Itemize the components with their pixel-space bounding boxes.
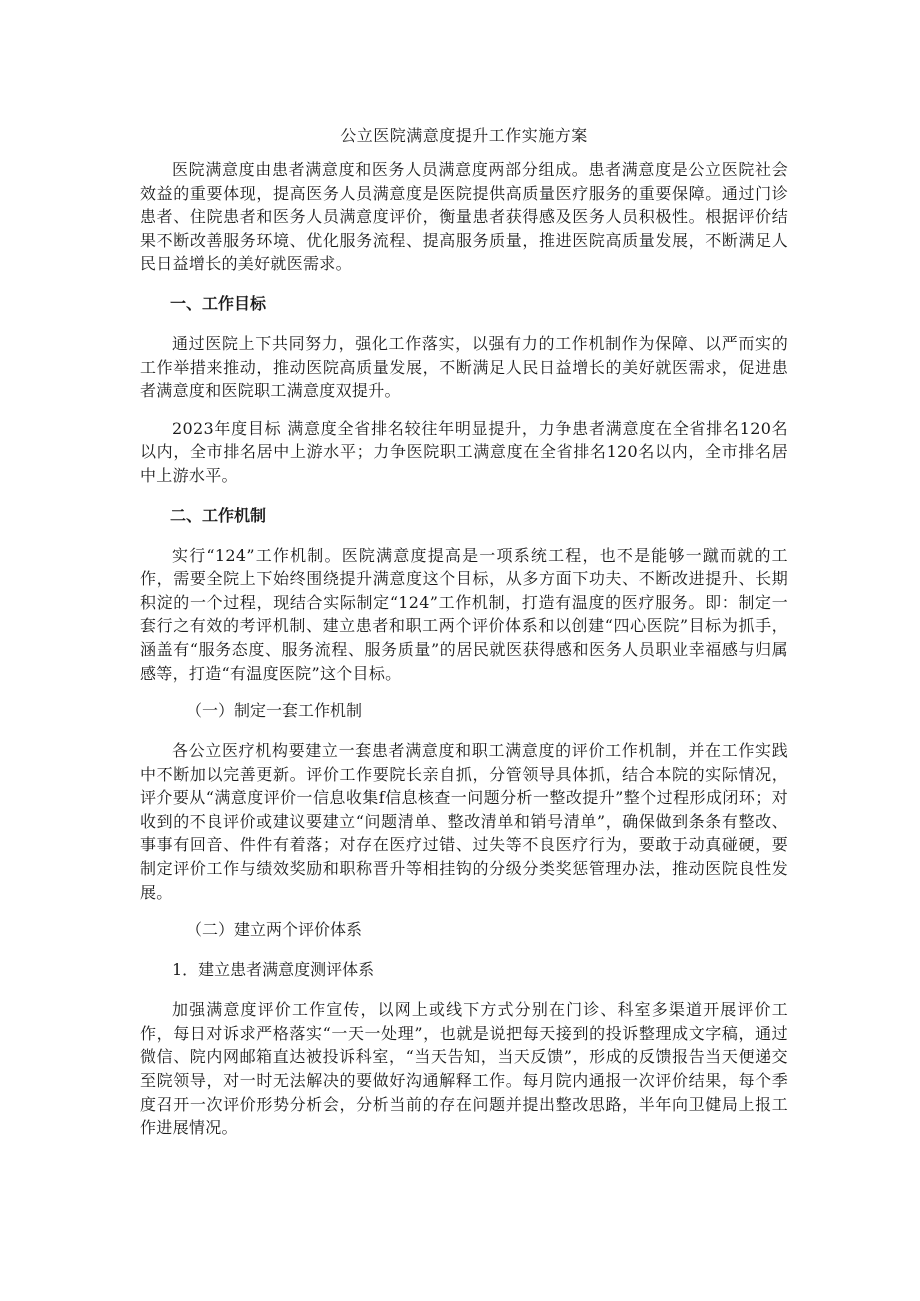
patient-system-paragraph: 加强满意度评价工作宣传，以网上或线下方式分别在门诊、科室多渠道开展评价工作，每日对诉求严格落实“一天一处理”，也就是说把每天接到的投诉整理成文字稿，通过微信、院内网邮箱直达被投诉科室，“当天告知，当天反馈”，形成的反馈报告当天便递交至院领导，对一时无法解决的要做好沟通解释工作。每月院内通报一次评价结果，每个季度召开一次评价形势分析会，分析当前的存在问题并提出整改思路，半年向卫健局上报工作进展情况。 [140, 1000, 788, 1138]
intro-paragraph: 医院满意度由患者满意度和医务人员满意度两部分组成。患者满意度是公立医院社会效益的重要体现，提高医务人员满意度是医院提供高质量医疗服务的重要保障。通过门诊患者、住院患者和医务人员满意度评价，衡量患者获得感及医务人员积极性。根据评价结果不断改善服务环境、优化服务流程、提高服务质量，推进医院高质量发展，不断满足人民日益增长的美好就医需求。 [140, 160, 788, 274]
section-heading-mechanism: 二、工作机制 [170, 505, 267, 525]
goals-paragraph-2: 2023年度目标 满意度全省排名较往年明显提升，力争患者满意度在全省排名120名以内，全市排名居中上游水平；力争医院职工满意度在全省排名120名以内，全市排名居中上游水平。 [140, 418, 788, 485]
mechanism-paragraph: 实行“124”工作机制。医院满意度提高是一项系统工程，也不是能够一蹴而就的工作，需要全院上下始终围绕提升满意度这个目标，从多方面下功夫、不断改进提升、长期积淀的一个过程，现结合实际制定“124”工作机制，打造有温度的医疗服务。即：制定一套行之有效的考评机制、建立患者和职工两个评价体系和以创建“四心医院”目标为抓手，涵盖有“服务态度、服务流程、服务质量”的居民就医获得感和医务人员职业幸福感与归属感等，打造“有温度医院”这个目标。 [140, 545, 788, 683]
subsection-heading-one: （一）制定一套工作机制 [186, 701, 363, 721]
document-title: 公立医院满意度提升工作实施方案 [340, 126, 588, 145]
document-page [140, 124, 788, 1154]
goals-paragraph-1: 通过医院上下共同努力，强化工作落实，以强有力的工作机制作为保障、以严而实的工作举措来推动，推动医院高质量发展，不断满足人民日益增长的美好就医需求，促进患者满意度和医院职工满意度双提升。 [140, 333, 788, 401]
item-heading-patient-system: 1．建立患者满意度测评体系 [172, 960, 375, 980]
subsection-one-paragraph: 各公立医疗机构要建立一套患者满意度和职工满意度的评价工作机制，并在工作实践中不断加以完善更新。评价工作要院长亲自抓，分管领导具体抓，结合本院的实际情况，评介要从“满意度评价一信息收集f信息核查一问题分析一整改提升”整个过程形成闭环；对收到的不良评价或建议要建立“问题清单、整改清单和销号清单”，确保做到条条有整改、事事有回音、件件有着落；对存在医疗过错、过失等不良医疗行为，要敢于动真碰硬，要制定评价工作与绩效奖励和职称晋升等相挂钩的分级分类奖惩管理办法，推动医院良性发展。 [140, 741, 788, 902]
subsection-heading-two: （二）建立两个评价体系 [186, 920, 363, 940]
section-heading-goals: 一、工作目标 [170, 293, 267, 313]
